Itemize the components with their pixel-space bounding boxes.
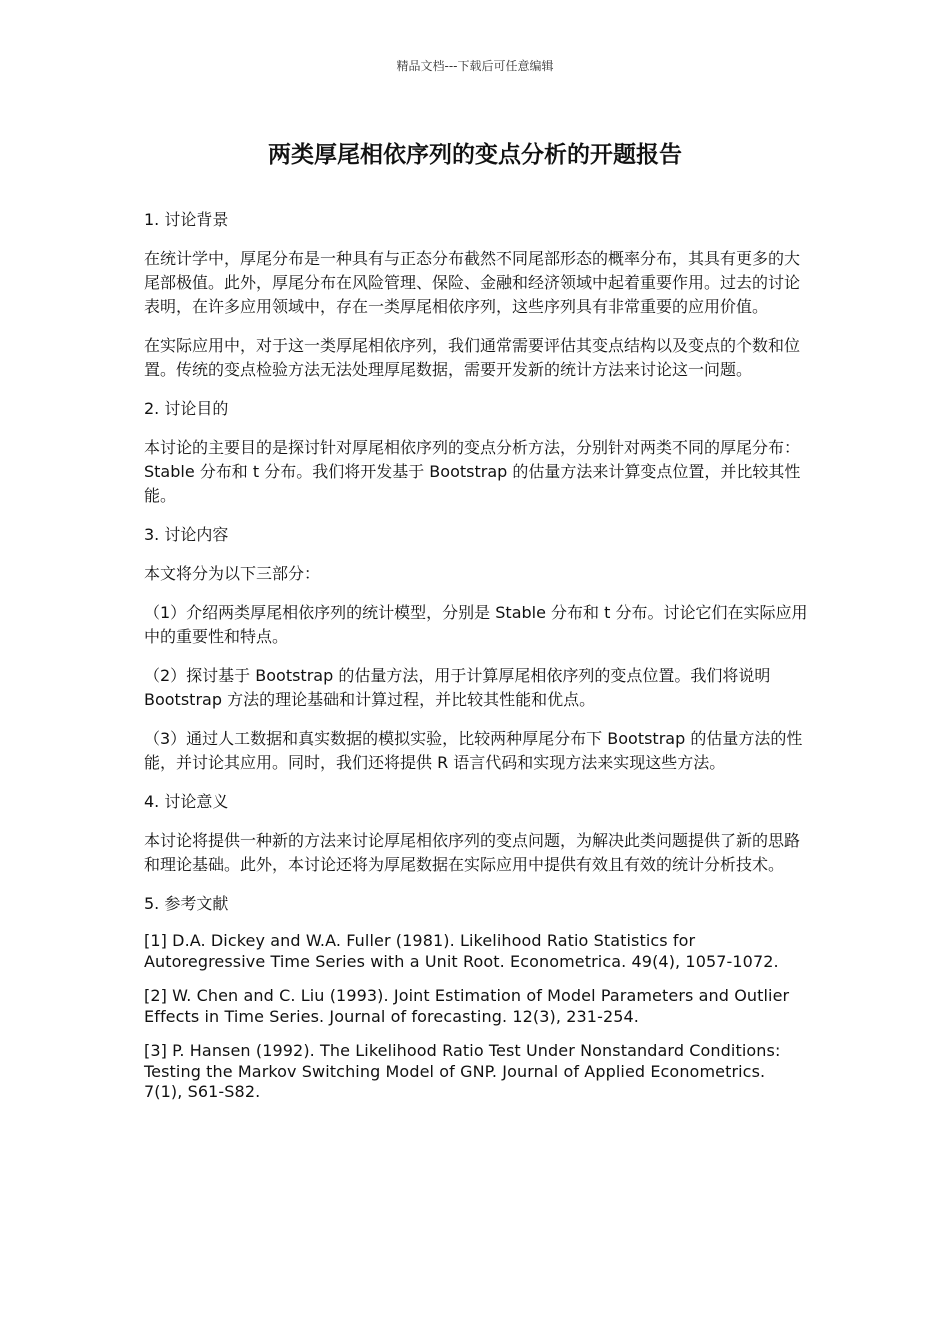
background-paragraph: 在统计学中，厚尾分布是一种具有与正态分布截然不同尾部形态的概率分布，其具有更多的大尾部极值。此外，厚尾分布在风险管理、保险、金融和经济领域中起着重要作用。过去的讨论表明，在许多应用领域中，存在一类厚尾相依序列，这些序列具有非常重要的应用价值。 (144, 249, 801, 316)
section-heading-background: 1. 讨论背景 (144, 210, 229, 229)
header-note: 精品文档---下载后可任意编辑 (396, 59, 554, 73)
content-intro: 本文将分为以下三部分： (144, 564, 321, 583)
section-heading-content: 3. 讨论内容 (144, 525, 229, 544)
content-item: （1）介绍两类厚尾相依序列的统计模型，分别是 Stable 分布和 t 分布。讨论它们在实际应用中的重要性和特点。 (144, 603, 808, 646)
reference-item: [3] P. Hansen (1992). The Likelihood Ratio Test Under Nonstandard Conditions: Testing the Markov Switching Model of GNP. Journal of Applied Econometrics. 7(1), S61-S82. (144, 1041, 781, 1101)
reference-item: [2] W. Chen and C. Liu (1993). Joint Estimation of Model Parameters and Outlier Effects in Time Series. Journal of forecasting. 12(3), 231-254. (144, 986, 790, 1026)
content-item: （3）通过人工数据和真实数据的模拟实验，比较两种厚尾分布下 Bootstrap 的估量方法的性能，并讨论其应用。同时，我们还将提供 R 语言代码和实现方法来实现这些方法。 (144, 729, 803, 772)
significance-paragraph: 本讨论将提供一种新的方法来讨论厚尾相依序列的变点问题，为解决此类问题提供了新的思路和理论基础。此外，本讨论还将为厚尾数据在实际应用中提供有效且有效的统计分析技术。 (144, 831, 801, 874)
purpose-paragraph: 本讨论的主要目的是探讨针对厚尾相依序列的变点分析方法，分别针对两类不同的厚尾分布：Stable 分布和 t 分布。我们将开发基于 Bootstrap 的估量方法来计算变点位置，并比较其性能。 (144, 438, 801, 505)
section-heading-purpose: 2. 讨论目的 (144, 399, 229, 418)
document-title: 两类厚尾相依序列的变点分析的开题报告 (268, 142, 682, 168)
background-paragraph: 在实际应用中，对于这一类厚尾相依序列，我们通常需要评估其变点结构以及变点的个数和位置。传统的变点检验方法无法处理厚尾数据，需要开发新的统计方法来讨论这一问题。 (144, 336, 801, 379)
content-item: （2）探讨基于 Bootstrap 的估量方法，用于计算厚尾相依序列的变点位置。我们将说明 Bootstrap 方法的理论基础和计算过程，并比较其性能和优点。 (144, 666, 771, 709)
section-heading-references: 5. 参考文献 (144, 894, 229, 913)
section-heading-significance: 4. 讨论意义 (144, 792, 229, 811)
document-body (144, 208, 808, 1117)
reference-item: [1] D.A. Dickey and W.A. Fuller (1981). Likelihood Ratio Statistics for Autoregressive Time Series with a Unit Root. Econometrica. 49(4), 1057-1072. (144, 931, 779, 971)
